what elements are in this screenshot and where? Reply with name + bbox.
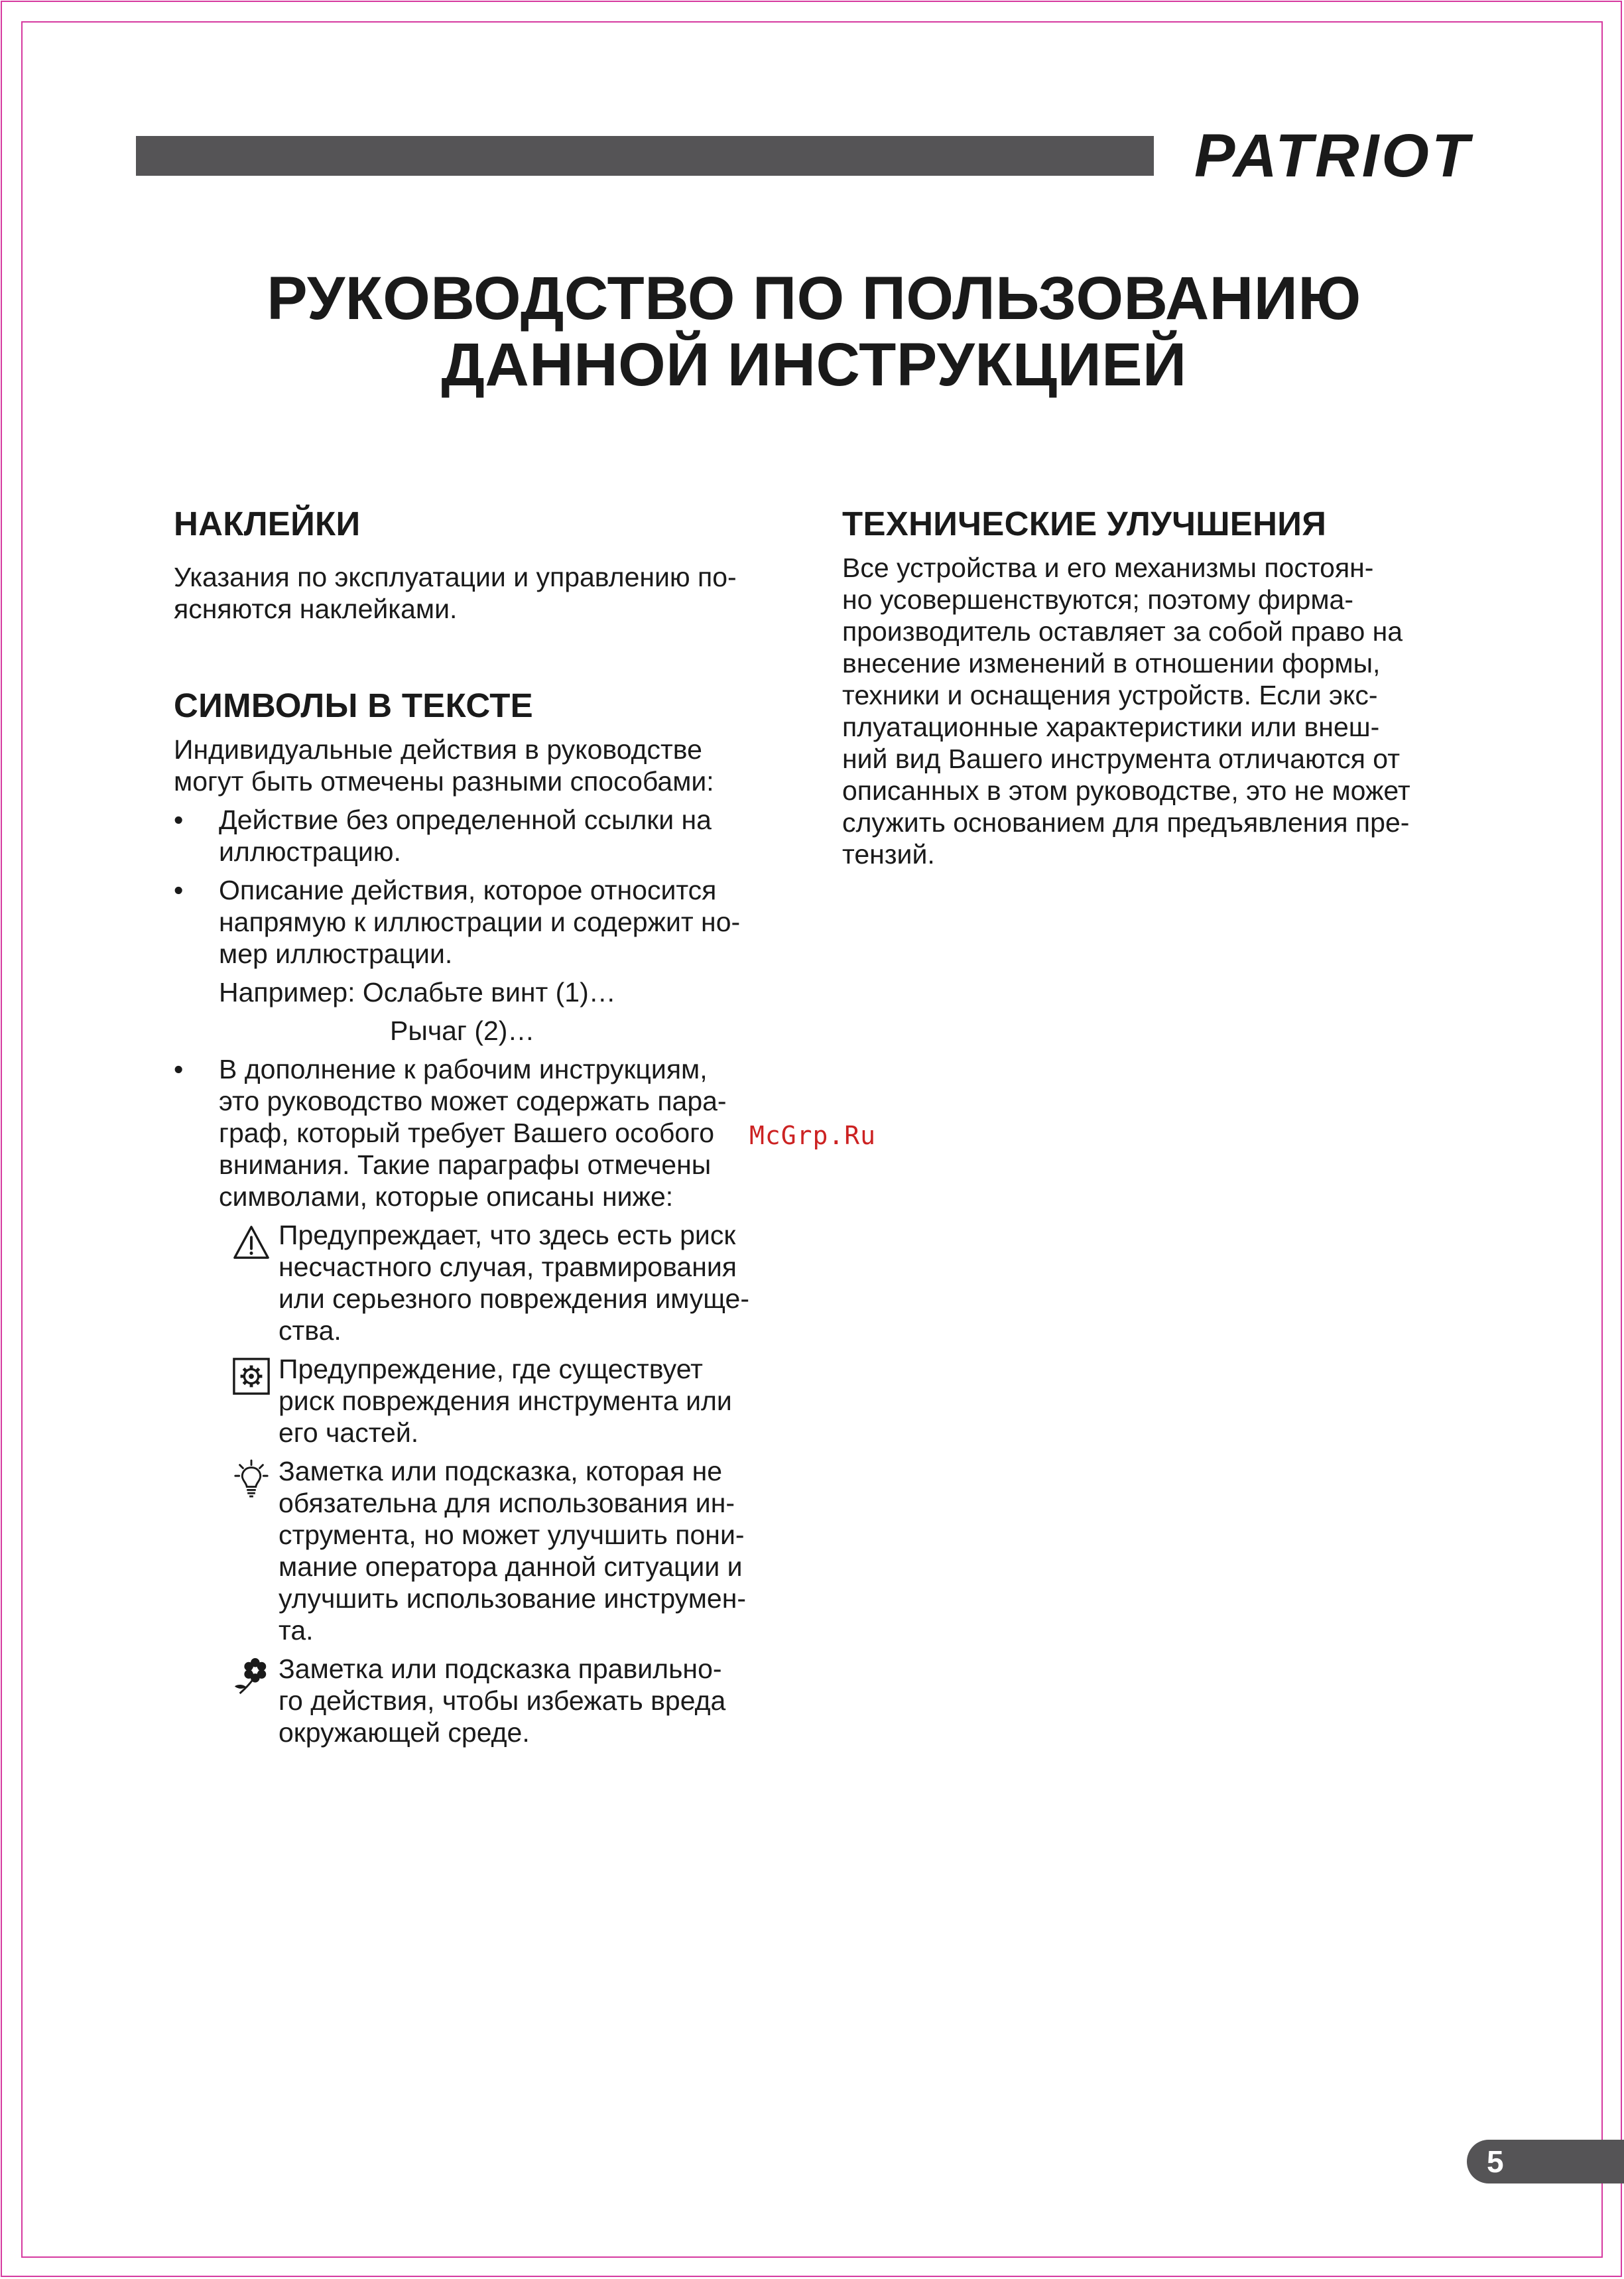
improvements-heading: ТЕХНИЧЕСКИЕ УЛУЧШЕНИЯ xyxy=(842,505,1327,543)
text-line: граф, который требует Вашего особого xyxy=(219,1118,715,1148)
bullet-marker: • xyxy=(174,805,184,835)
gear-box-icon xyxy=(232,1357,271,1396)
bullet-marker: • xyxy=(174,875,184,905)
text-line: это руководство может содержать пара- xyxy=(219,1086,727,1116)
text-line: ства. xyxy=(279,1315,342,1346)
improvements-body xyxy=(842,552,1452,870)
text-line: та. xyxy=(279,1615,314,1646)
list-item xyxy=(174,804,784,868)
left-column xyxy=(174,504,784,1748)
text-line: несчастного случая, травмирования xyxy=(279,1252,737,1282)
text-line: ний вид Вашего инструмента отличаются от xyxy=(842,744,1400,774)
text-line: иллюстрацию. xyxy=(219,836,401,867)
text-line: струмента, но может улучшить пони- xyxy=(279,1520,745,1550)
text-line: улучшить использование инструмен- xyxy=(279,1583,746,1614)
text-line: В дополнение к рабочим инструкциям, xyxy=(219,1054,708,1084)
text-line: окружающей среде. xyxy=(279,1717,530,1748)
text-line: но усовершенствуются; поэтому фирма- xyxy=(842,584,1353,615)
page-title xyxy=(136,265,1492,398)
text-line: Заметка или подсказка правильно- xyxy=(279,1654,722,1684)
text-line: символами, которые описаны ниже: xyxy=(219,1181,674,1212)
text-line: или серьезного повреждения имуще- xyxy=(279,1283,749,1314)
text-line: напрямую к иллюстрации и содержит но- xyxy=(219,907,741,937)
page-title-line: РУКОВОДСТВО ПО ПОЛЬЗОВАНИЮ xyxy=(267,265,1361,332)
text-line: производитель оставляет за собой право на xyxy=(842,616,1403,647)
text-line: его частей. xyxy=(279,1417,419,1448)
symbol-eco-item xyxy=(174,1653,784,1748)
symbols-heading: СИМВОЛЫ В ТЕКСТЕ xyxy=(174,686,533,724)
text-line: Предупреждение, где существует xyxy=(279,1354,703,1384)
stickers-body xyxy=(174,561,784,625)
warning-triangle-icon xyxy=(232,1223,271,1262)
watermark: McGrp.Ru xyxy=(749,1121,877,1150)
symbol-warning-item xyxy=(174,1219,784,1346)
symbol-tip-item xyxy=(174,1455,784,1646)
flower-icon xyxy=(232,1657,271,1695)
list-item xyxy=(174,874,784,970)
text-line: плуатационные характеристики или внеш- xyxy=(842,712,1380,742)
symbol-caution-item xyxy=(174,1353,784,1449)
text-line: могут быть отмечены разными способами: xyxy=(174,766,714,797)
text-line: внимания. Такие параграфы отмечены xyxy=(219,1149,712,1180)
page-number-tab xyxy=(1467,2140,1624,2183)
text-line: мание оператора данной ситуации и xyxy=(279,1551,743,1582)
symbols-intro xyxy=(174,734,784,797)
bullet-marker: • xyxy=(174,1054,184,1084)
text-line: го действия, чтобы избежать вреда xyxy=(279,1685,726,1716)
right-column xyxy=(842,504,1452,870)
text-line: Описание действия, которое относится xyxy=(219,875,717,905)
text-line: описанных в этом руководстве, это не может xyxy=(842,775,1410,806)
text-line: служить основанием для предъявления пре- xyxy=(842,807,1410,838)
text-line: Все устройства и его механизмы постоян- xyxy=(842,553,1374,583)
example-line: Например: Ослабьте винт (1)… xyxy=(219,977,616,1008)
page-title-line: ДАННОЙ ИНСТРУКЦИЕЙ xyxy=(441,331,1187,399)
text-line: Заметка или подсказка, которая не xyxy=(279,1456,723,1486)
list-item xyxy=(174,1053,784,1212)
text-line: Указания по эксплуатации и управлению по- xyxy=(174,562,737,592)
text-line: техники и оснащения устройств. Если экс- xyxy=(842,680,1378,710)
text-line: Предупреждает, что здесь есть риск xyxy=(279,1220,736,1250)
text-line: Индивидуальные действия в руководстве xyxy=(174,734,702,765)
lightbulb-icon xyxy=(232,1459,271,1498)
text-line: мер иллюстрации. xyxy=(219,939,453,969)
stickers-heading: НАКЛЕЙКИ xyxy=(174,505,361,543)
page-number: 5 xyxy=(1487,2144,1504,2179)
text-line: риск повреждения инструмента или xyxy=(279,1386,732,1416)
example-line: Рычаг (2)… xyxy=(390,1015,535,1046)
brand-logo xyxy=(1170,119,1495,192)
header-bar xyxy=(136,136,1154,176)
text-line: Действие без определенной ссылки на xyxy=(219,805,712,835)
text-line: ясняются наклейками. xyxy=(174,594,458,624)
text-line: внесение изменений в отношении формы, xyxy=(842,648,1381,679)
text-line: обязательна для использования ин- xyxy=(279,1488,735,1518)
text-line: тензий. xyxy=(842,839,935,870)
brand-logo-text: PATRIOT xyxy=(1194,122,1472,190)
